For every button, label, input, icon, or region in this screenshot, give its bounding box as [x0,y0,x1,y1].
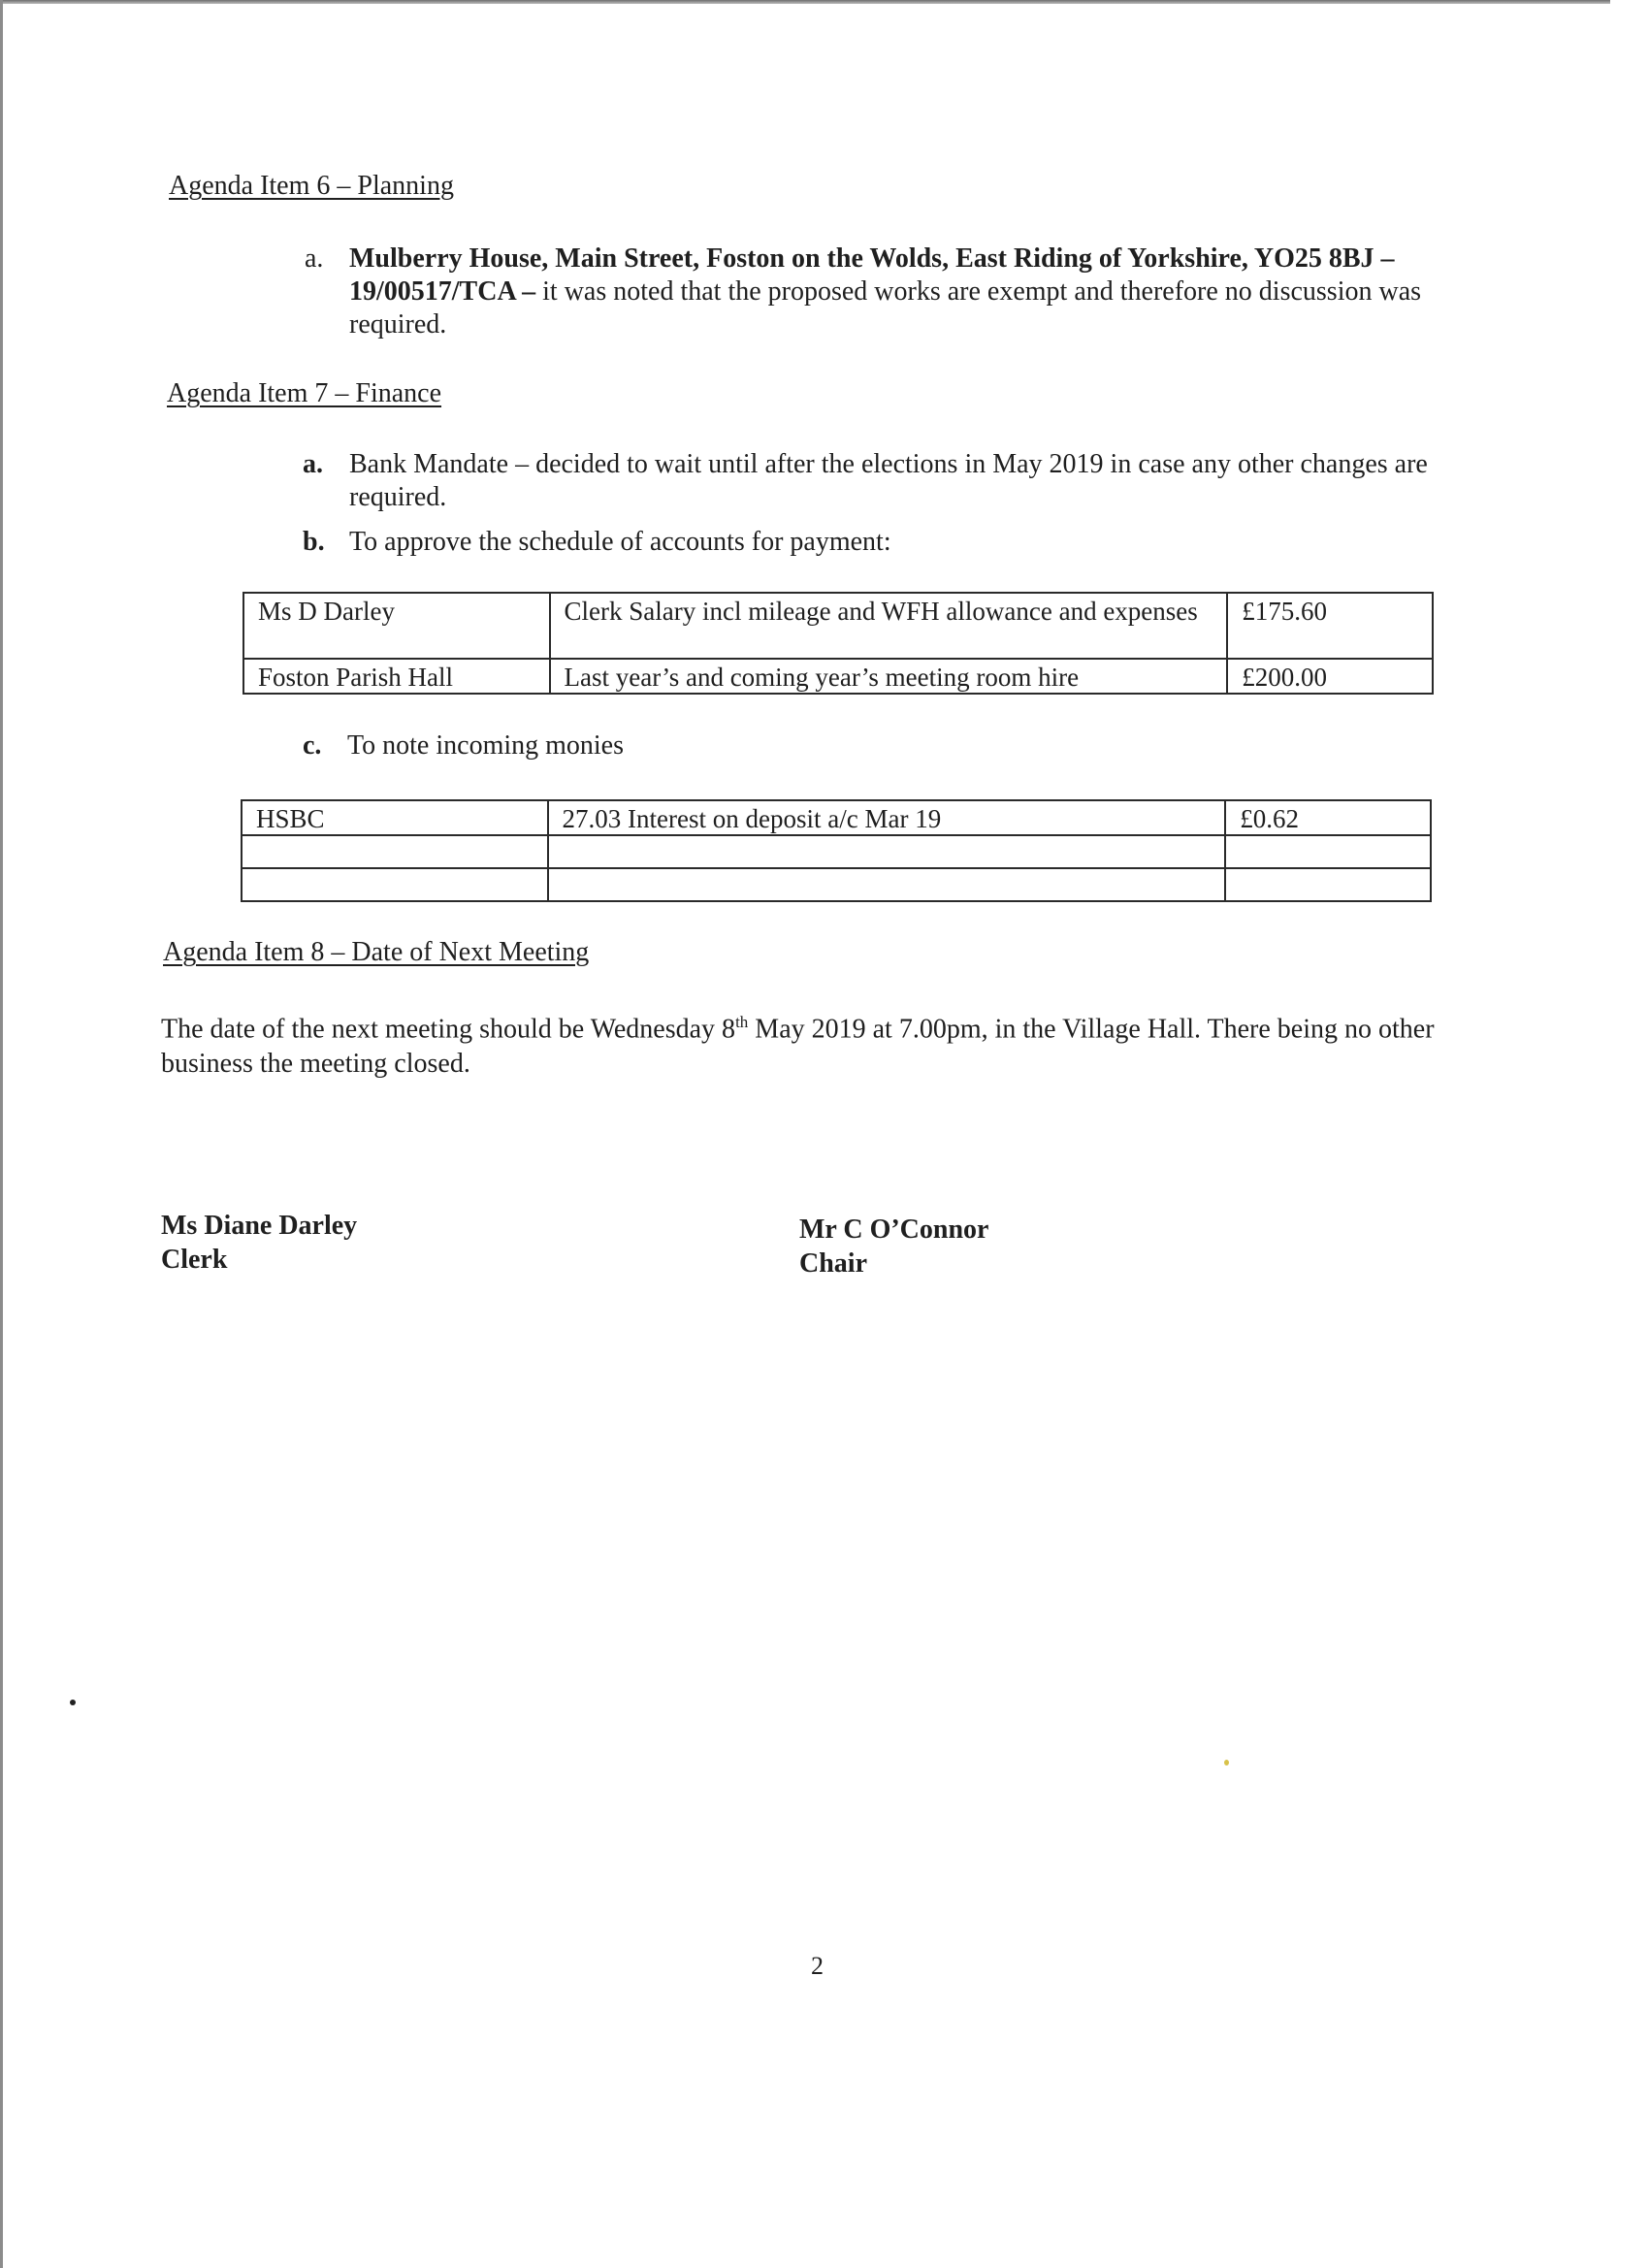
page-left-edge [0,0,3,2268]
agenda-item-7-heading: Agenda Item 7 – Finance [167,378,442,408]
table-row [243,593,1433,659]
description-cell [548,835,1226,868]
page-number: 2 [811,1952,824,1980]
agenda-item-6-heading: Agenda Item 6 – Planning [169,171,454,201]
source-cell: HSBC [242,800,548,835]
item-6a-marker: a. [305,243,324,274]
item-7c-marker: c. [303,730,322,761]
ordinal-suffix: th [735,1013,749,1031]
clerk-name: Ms Diane Darley [161,1211,358,1241]
table-row [243,659,1433,694]
amount-cell [1225,835,1431,868]
incoming-monies-table [241,799,1432,902]
payee-cell: Foston Parish Hall [243,659,550,694]
item-7b-text: To approve the schedule of accounts for payment: [349,527,891,557]
scan-speck [70,1700,76,1705]
description-cell: 27.03 Interest on deposit a/c Mar 19 [548,800,1226,835]
amount-cell: £0.62 [1225,800,1431,835]
page-top-edge [0,0,1610,4]
item-7b-marker: b. [303,527,325,557]
scan-speck [1224,1760,1229,1766]
next-meeting-text-end: May 2019 at 7.00pm, in the Village Hall. There being no other business the meeting closed. [161,1014,1435,1080]
payee-cell: Ms D Darley [243,593,550,659]
planning-application-reference: Mulberry House, Main Street, Foston on the Wolds, East Riding of Yorkshire, YO25 8BJ – 19/00517/TCA – [349,243,1395,307]
item-7a-text: Bank Mandate – decided to wait until after the elections in May 2019 in case any other changes are required. [349,449,1428,512]
chair-name: Mr C O’Connor [799,1215,989,1245]
clerk-role: Clerk [161,1245,228,1275]
source-cell [242,868,548,901]
item-7a-marker: a. [303,449,323,479]
item-6a-text [349,243,1494,341]
item-7c-text: To note incoming monies [347,730,625,761]
table-row [242,868,1431,901]
planning-note: it was noted that the proposed works are exempt and therefore no discussion was required. [349,276,1422,340]
amount-cell [1225,868,1431,901]
next-meeting-paragraph [161,1005,1500,1082]
table-row [242,800,1431,835]
amount-cell: £175.60 [1227,593,1433,659]
next-meeting-text-start: The date of the next meeting should be Wednesday 8 [161,1014,736,1045]
description-cell: Clerk Salary incl mileage and WFH allowance and expenses [550,593,1228,659]
description-cell: Last year’s and coming year’s meeting room hire [550,659,1228,694]
agenda-item-8-heading: Agenda Item 8 – Date of Next Meeting [163,937,590,967]
chair-signature-block [799,1213,988,1280]
description-cell [548,868,1226,901]
chair-role: Chair [799,1248,867,1279]
amount-cell: £200.00 [1227,659,1433,694]
payments-table [242,592,1434,695]
table-row [242,835,1431,868]
clerk-signature-block [161,1209,357,1277]
source-cell [242,835,548,868]
